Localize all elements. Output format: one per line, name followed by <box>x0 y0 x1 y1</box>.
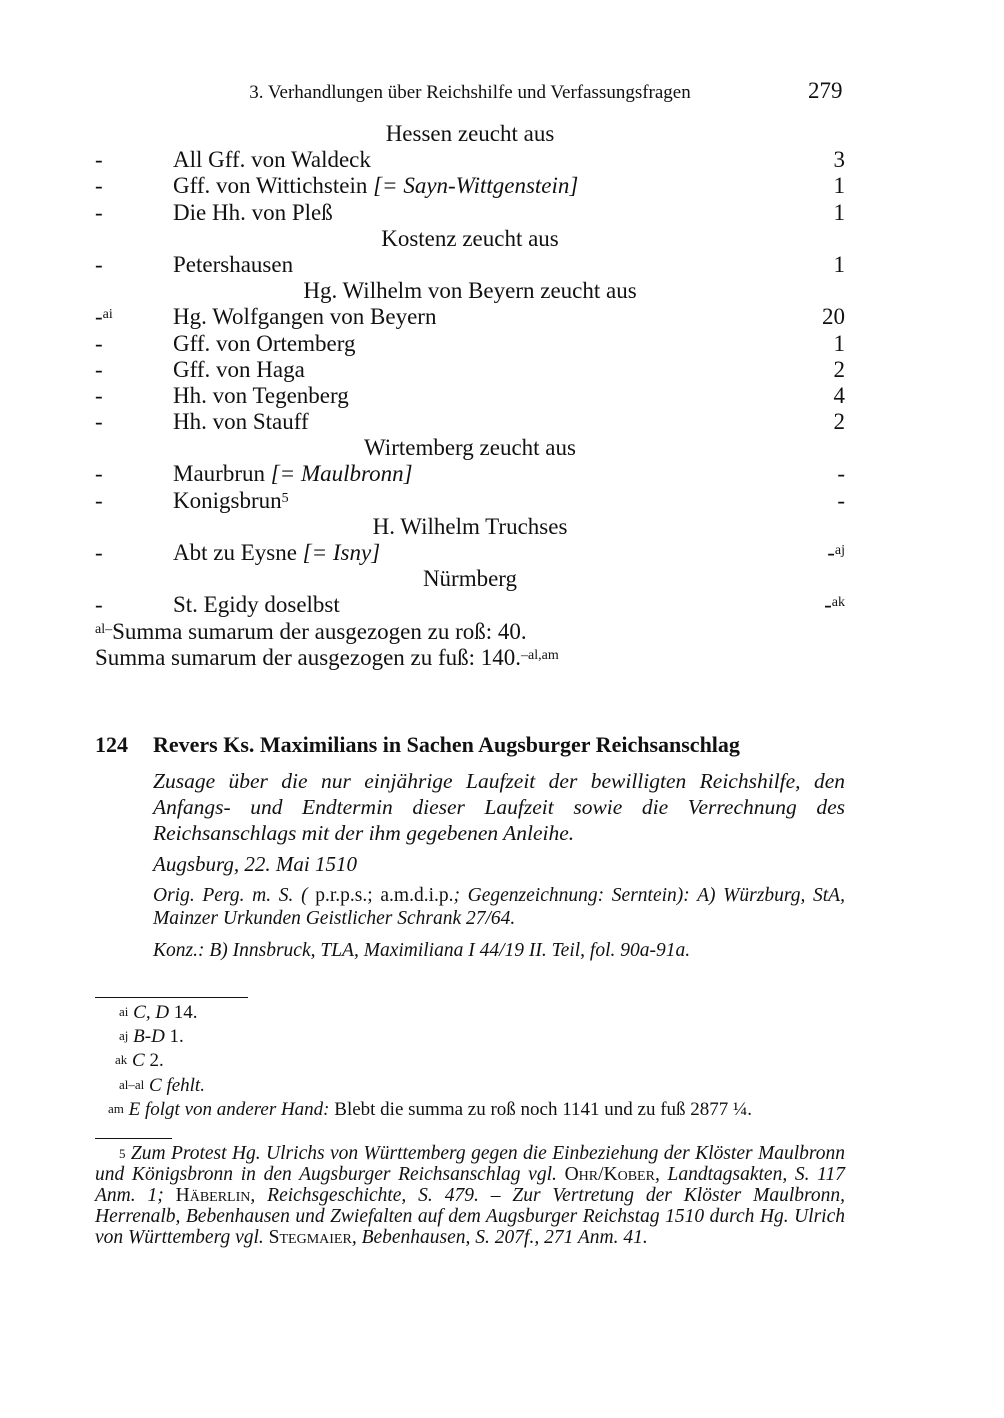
section-heading-hessen: Hessen zeucht aus <box>385 121 555 146</box>
entry-value: 2 <box>833 409 845 435</box>
entry-name: Konigsbrun$^5$ <box>173 487 289 513</box>
dash: -$^{ai}$ <box>95 304 113 330</box>
entry-value: -$^{aj}$ <box>827 540 845 565</box>
entry-name: Abt zu Eysne [= Isny] <box>173 540 381 565</box>
document-date: Augsburg, 22. Mai 1510 <box>153 852 357 876</box>
dash: - <box>95 461 103 487</box>
source-original: Orig. Perg. m. S. ( p.r.p.s.; a.m.d.i.p.; Gegenzeichnung: Serntein): A) Würzburg, StA, Mainzer Urkunden Geistlicher Schrank 27/64. <box>153 885 845 929</box>
footnote-ak: $^{ak}$ C 2. <box>115 1050 164 1071</box>
entry-value: - <box>837 461 845 487</box>
entry-name: Hh. von Tegenberg <box>173 382 349 408</box>
dash: - <box>95 356 103 382</box>
footnote-divider <box>95 1138 172 1139</box>
editor-note: [= Sayn-Wittgenstein] <box>373 173 579 199</box>
entry-value: 1 <box>833 173 845 199</box>
list-item <box>95 488 845 514</box>
list-item <box>95 540 845 566</box>
running-title: 3. Verhandlungen über Reichshilfe und Verfassungsfragen <box>249 82 691 103</box>
entry-name: Gff. von Haga <box>173 356 305 382</box>
dash: - <box>95 409 103 435</box>
editor-note: [= Maulbronn] <box>270 461 413 487</box>
entry-value: 3 <box>833 147 845 173</box>
dash: - <box>95 382 103 408</box>
entry-value: 4 <box>833 382 845 408</box>
footnote-divider <box>95 997 248 998</box>
entry-value: 2 <box>833 356 845 382</box>
entry-name: All Gff. von Waldeck <box>173 147 371 173</box>
document-number: 124 <box>95 732 128 757</box>
entry-value: - <box>837 487 845 513</box>
dash: - <box>95 173 103 199</box>
dash: - <box>95 487 103 513</box>
contingent-list <box>95 121 845 671</box>
entry-value: 1 <box>833 251 845 277</box>
list-item <box>95 409 845 435</box>
entry-name: Gff. von Ortemberg <box>173 330 356 356</box>
source-draft: Konz.: B) Innsbruck, TLA, Maximiliana I 44/19 II. Teil, fol. 90a-91a. <box>153 940 691 961</box>
dash: - <box>95 540 103 565</box>
entry-value: 1 <box>833 199 845 225</box>
list-item <box>95 147 845 173</box>
section-heading-wilhelm: Hg. Wilhelm von Beyern zeucht aus <box>303 278 637 304</box>
section-heading-truchses: H. Wilhelm Truchses <box>372 513 568 539</box>
list-item <box>95 331 845 357</box>
footnote-am: $^{am}$ E folgt von anderer Hand: Blebt die summa zu roß noch 1141 und zu fuß 2877 ¼. <box>108 1099 753 1120</box>
total-foot: Summa sumarum der ausgezogen zu fuß: 140.$^{-al,am}$ <box>95 644 559 670</box>
footnote-ref: aj <box>834 543 845 558</box>
footnote-ref: –al,am <box>521 647 559 663</box>
entry-value: 20 <box>822 304 845 330</box>
footnote-5: $^5$ Zum Protest Hg. Ulrichs von Württemberg gegen die Einbeziehung der Klöster Maulbronn und Königsbronn in den Augsburger Reichsanschlag vgl. Ohr/Kober, Landtagsakten, S. 117 Anm. 1; Häberlin, Reichsgeschichte, S. 479. – Zur Vertretung der Klöster Maulbronn, Herrenalb, Bebenhausen und Zwiefalten auf dem Augsburger Reichstag 1510 durch Hg. Ulrich von Württemberg vgl. Stegmaier, Bebenhausen, S. 207f., 271 Anm. 41. <box>95 1143 845 1248</box>
entry-name: Petershausen <box>173 251 294 277</box>
footnote-ref: al– <box>95 621 113 637</box>
footnote-aj: $^{aj}$ B-D 1. <box>119 1026 184 1047</box>
dash: - <box>95 199 103 225</box>
entry-name: Gff. von Wittichstein [= Sayn-Wittgenstein] <box>173 173 579 199</box>
list-item <box>95 592 845 618</box>
editor-note: [= Isny] <box>302 540 381 565</box>
list-item <box>95 304 845 330</box>
total-horse: $^{al-}$Summa sumarum der ausgezogen zu roß: 40. <box>95 618 527 644</box>
list-item <box>95 252 845 278</box>
dash: - <box>95 251 103 277</box>
list-item <box>95 200 845 226</box>
dash: - <box>95 147 103 173</box>
entry-name: Maurbrun [= Maulbronn] <box>173 461 413 487</box>
dash: - <box>95 330 103 356</box>
entry-value: -$^{ak}$ <box>824 592 845 618</box>
entry-name: Hg. Wolfgangen von Beyern <box>173 304 437 330</box>
footnote-ai: $^{ai}$ C, D 14. <box>119 1002 198 1023</box>
footnote-ref: ai <box>102 307 113 323</box>
entry-name: St. Egidy doselbst <box>173 592 340 618</box>
document-title: Revers Ks. Maximilians in Sachen Augsburger Reichsanschlag <box>153 732 740 757</box>
dash: - <box>95 592 103 618</box>
list-item <box>95 173 845 199</box>
entry-value: 1 <box>833 330 845 356</box>
section-heading-kostenz: Kostenz zeucht aus <box>381 225 559 251</box>
list-item <box>95 383 845 409</box>
section-heading-wirtemberg: Wirtemberg zeucht aus <box>364 435 576 461</box>
list-item <box>95 357 845 383</box>
footnote-al: $^{al-al}$ C fehlt. <box>119 1075 205 1096</box>
footnote-ref: ak <box>831 595 845 611</box>
entry-name: Die Hh. von Pleß <box>173 199 333 225</box>
footnote-ref: 5 <box>281 490 289 506</box>
page-number: 279 <box>808 78 843 103</box>
section-heading-nuernberg: Nürmberg <box>422 566 518 592</box>
entry-name: Hh. von Stauff <box>173 409 309 435</box>
list-item <box>95 461 845 487</box>
document-regest: Zusage über die nur einjährige Laufzeit der bewilligten Reichshilfe, den Anfangs- und Endtermin dieser Laufzeit sowie die Verrechnung des Reichsanschlags mit der ihm gegebenen Anleihe. <box>153 769 845 845</box>
